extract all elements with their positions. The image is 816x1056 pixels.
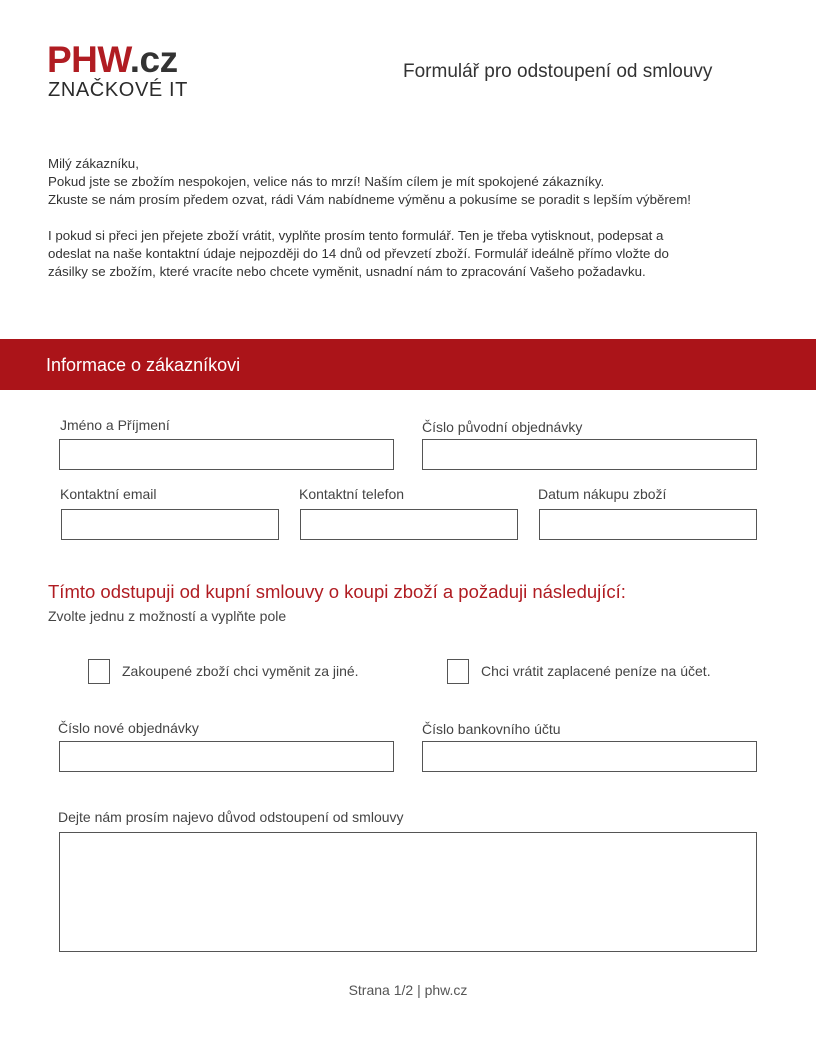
logo-brand-domain: .cz [129,39,178,80]
phone-field[interactable] [300,509,518,540]
intro-line: Zkuste se nám prosím předem ozvat, rádi Vám nabídneme výměnu a pokusíme se poradit s lepším výběrem! [48,192,691,207]
customer-section-title: Informace o zákazníkovi [46,355,241,375]
phone-label: Kontaktní telefon [299,486,405,502]
purchase-date-field[interactable] [539,509,757,540]
document-title: Formulář pro odstoupení od smlouvy [403,61,713,82]
reason-label: Dejte nám prosím najevo důvod odstoupení od smlouvy [58,809,404,825]
refund-option-label: Chci vrátit zaplacené peníze na účet. [481,663,711,679]
original-order-label: Číslo původní objednávky [422,419,583,435]
original-order-field[interactable] [422,439,757,470]
name-field[interactable] [59,439,394,470]
new-order-label: Číslo nové objednávky [58,720,199,736]
withdrawal-statement: Tímto odstupuji od kupní smlouvy o koupi zboží a požaduji následující: [48,581,626,602]
new-order-field[interactable] [59,741,394,772]
name-label: Jméno a Příjmení [60,417,170,433]
page-footer: Strana 1/2 | phw.cz [348,982,468,998]
exchange-checkbox[interactable] [88,659,110,684]
intro-line: zásilky se zbožím, které vracíte nebo chcete vyměnit, usnadní nám to zpracování Vašeho požadavku. [48,264,646,279]
logo-brand-red: PHW [47,39,130,80]
reason-textarea[interactable] [59,832,757,952]
choice-hint: Zvolte jednu z možností a vyplňte pole [48,608,287,624]
logo-tagline: ZNAČKOVÉ IT [48,79,188,101]
purchase-date-label: Datum nákupu zboží [538,486,667,502]
email-label: Kontaktní email [60,486,157,502]
intro-line: Milý zákazníku, [48,156,139,171]
exchange-option-label: Zakoupené zboží chci vyměnit za jiné. [122,663,359,679]
email-field[interactable] [61,509,279,540]
bank-account-field[interactable] [422,741,757,772]
intro-paragraph-2 [48,227,778,281]
intro-line: Pokud jste se zbožím nespokojen, velice nás to mrzí! Naším cílem je mít spokojené zákazníky. [48,174,605,189]
bank-account-label: Číslo bankovního účtu [422,721,561,737]
intro-line: odeslat na naše kontaktní údaje nejpozději do 14 dnů od převzetí zboží. Formulář ideálně přímo vložte do [48,246,669,261]
intro-paragraph-1 [48,155,778,209]
refund-checkbox[interactable] [447,659,469,684]
intro-line: I pokud si přeci jen přejete zboží vrátit, vyplňte prosím tento formulář. Ten je třeba vytisknout, podepsat a [48,228,664,243]
brand-logo [47,40,178,80]
